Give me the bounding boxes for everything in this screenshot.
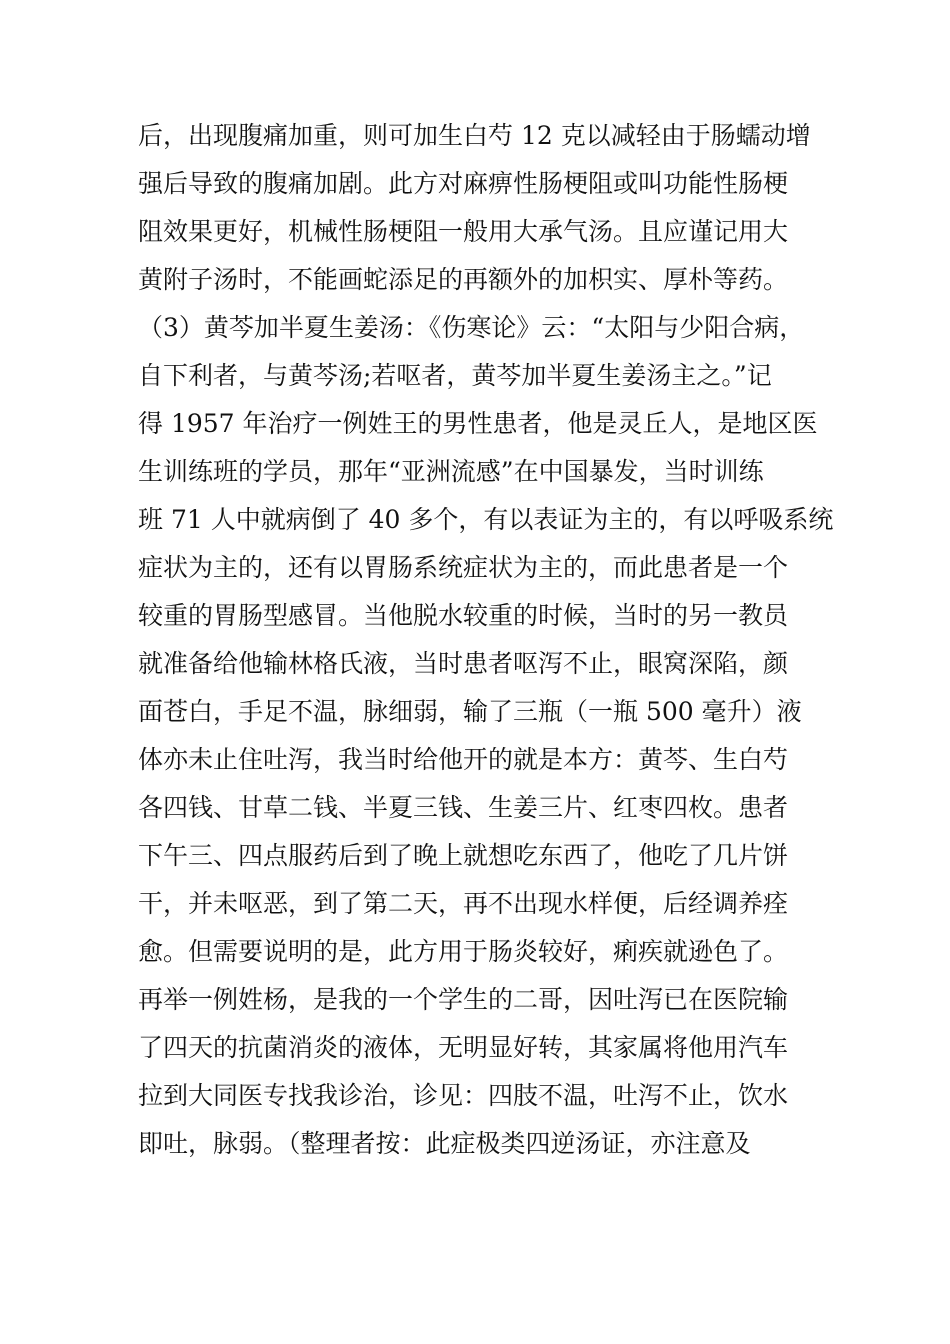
text-line: （3）黄芩加半夏生姜汤：《伤寒论》云：“太阳与少阳合病， bbox=[138, 313, 805, 342]
text-line: 症状为主的，还有以胃肠系统症状为主的，而此患者是一个 bbox=[138, 553, 789, 582]
text-line: 班 71 人中就病倒了 40 多个，有以表证为主的，有以呼吸系统 bbox=[138, 505, 834, 534]
text-line: 面苍白，手足不温，脉细弱，输了三瓶（一瓶 500 毫升）液 bbox=[138, 697, 802, 726]
text-line: 生训练班的学员，那年“亚洲流感”在中国暴发，当时训练 bbox=[138, 457, 764, 486]
text-line: 再举一例姓杨，是我的一个学生的二哥，因吐泻已在医院输 bbox=[138, 985, 789, 1014]
text-line: 各四钱、甘草二钱、半夏三钱、生姜三片、红枣四枚。患者 bbox=[138, 793, 789, 822]
text-line: 强后导致的腹痛加剧。此方对麻痹性肠梗阻或叫功能性肠梗 bbox=[138, 169, 789, 198]
text-line: 拉到大同医专找我诊治，诊见：四肢不温，吐泻不止，饮水 bbox=[138, 1081, 789, 1110]
text-line: 后，出现腹痛加重，则可加生白芍 12 克以减轻由于肠蠕动增 bbox=[138, 121, 811, 150]
text-line: 下午三、四点服药后到了晚上就想吃东西了，他吃了几片饼 bbox=[138, 841, 789, 870]
text-line: 即吐，脉弱。（整理者按：此症极类四逆汤证，亦注意及 bbox=[138, 1129, 751, 1158]
text-line: 就准备给他输林格氏液，当时患者呕泻不止，眼窝深陷，颜 bbox=[138, 649, 789, 678]
text-line: 了四天的抗菌消炎的液体，无明显好转，其家属将他用汽车 bbox=[138, 1033, 789, 1062]
body-text bbox=[138, 112, 838, 1168]
text-line: 阻效果更好，机械性肠梗阻一般用大承气汤。且应谨记用大 bbox=[138, 217, 789, 246]
text-line: 干，并未呕恶，到了第二天，再不出现水样便，后经调养痊 bbox=[138, 889, 789, 918]
text-line: 自下利者，与黄芩汤;若呕者，黄芩加半夏生姜汤主之。”记 bbox=[138, 361, 772, 390]
text-line: 黄附子汤时，不能画蛇添足的再额外的加枳实、厚朴等药。 bbox=[138, 265, 789, 294]
text-line: 较重的胃肠型感冒。当他脱水较重的时候，当时的另一教员 bbox=[138, 601, 789, 630]
text-line: 体亦未止住吐泻，我当时给他开的就是本方：黄芩、生白芍 bbox=[138, 745, 789, 774]
text-line: 愈。但需要说明的是，此方用于肠炎较好，痢疾就逊色了。 bbox=[138, 937, 789, 966]
text-line: 得 1957 年治疗一例姓王的男性患者，他是灵丘人，是地区医 bbox=[138, 409, 818, 438]
